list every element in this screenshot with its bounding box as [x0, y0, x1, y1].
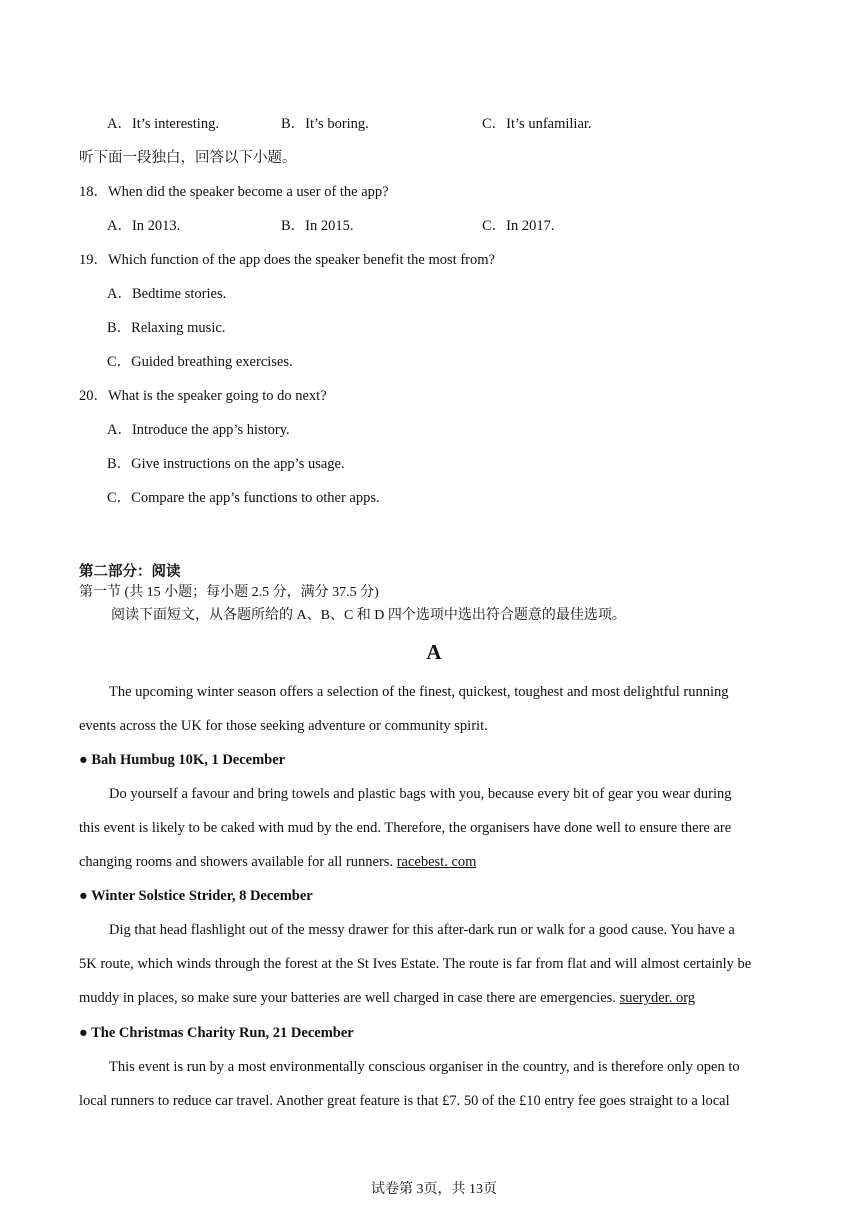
q19-option-c: C．Guided breathing exercises.	[107, 354, 293, 370]
q17-option-c: C．It’s unfamiliar.	[482, 116, 592, 132]
q19-stem: 19．Which function of the app does the speaker benefit the most from?	[79, 252, 495, 268]
event1-line2: this event is likely to be caked with mud by the end. Therefore, the organisers have done well to ensure there are	[79, 820, 732, 836]
q18-option-c: C．In 2017.	[482, 218, 555, 234]
event1-line3-text: changing rooms and showers available for all runners.	[79, 854, 394, 870]
q19-option-a: A．Bedtime stories.	[107, 286, 227, 302]
event2-line2: 5K route, which winds through the forest at the St Ives Estate. The route is far from flat and will almost certainly be	[79, 956, 752, 972]
event1-title: ● Bah Humbug 10K, 1 December	[79, 752, 286, 768]
q19-option-b: B．Relaxing music.	[107, 320, 226, 336]
passage-letter: A	[426, 640, 442, 664]
q18-option-a: A．In 2013.	[107, 218, 181, 234]
page-footer: 试卷第 3页，共 13页	[371, 1182, 497, 1197]
q20-option-c: C．Compare the app’s functions to other apps.	[107, 490, 380, 506]
q20-option-a: A．Introduce the app’s history.	[107, 422, 290, 438]
event1-website-link[interactable]: racebest. com	[396, 854, 477, 870]
q18-stem: 18．When did the speaker become a user of the app?	[79, 184, 389, 200]
q18-option-b: B．In 2015.	[281, 218, 354, 234]
event3-line1: This event is run by a most environmentally conscious organiser in the country, and is therefore only open to	[109, 1059, 740, 1075]
event1-line3	[79, 853, 476, 871]
event3-title: ● The Christmas Charity Run, 21 December	[79, 1025, 354, 1041]
passage-intro-line2: events across the UK for those seeking adventure or community spirit.	[79, 718, 488, 734]
event2-line3	[79, 989, 695, 1007]
passage-intro-line1: The upcoming winter season offers a selection of the finest, quickest, toughest and most delightful running	[109, 684, 729, 700]
event2-line1: Dig that head flashlight out of the messy drawer for this after-dark run or walk for a good cause. You have a	[109, 922, 735, 938]
q17-option-a: A．It’s interesting.	[107, 116, 219, 132]
part2-title: 第二部分：阅读	[79, 564, 181, 580]
part2-section: 第一节 (共 15 小题；每小题 2.5 分，满分 37.5 分)	[79, 585, 379, 600]
event2-website-link[interactable]: sueryder. org	[619, 990, 696, 1006]
q20-option-b: B．Give instructions on the app’s usage.	[107, 456, 345, 472]
q20-stem: 20．What is the speaker going to do next?	[79, 388, 327, 404]
part2-instruction: 阅读下面短文，从各题所给的 A、B、C 和 D 四个选项中选出符合题意的最佳选项。	[111, 608, 626, 623]
event2-title: ● Winter Solstice Strider, 8 December	[79, 888, 313, 904]
q17-option-b: B．It’s boring.	[281, 116, 369, 132]
event3-line2: local runners to reduce car travel. Another great feature is that £7. 50 of the £10 entry fee goes straight to a local	[79, 1093, 730, 1109]
monologue-intro: 听下面一段独白，回答以下小题。	[79, 150, 297, 166]
event1-line1: Do yourself a favour and bring towels and plastic bags with you, because every bit of gear you wear during	[109, 786, 732, 802]
event2-line3-text: muddy in places, so make sure your batteries are well charged in case there are emergencies.	[79, 990, 616, 1006]
